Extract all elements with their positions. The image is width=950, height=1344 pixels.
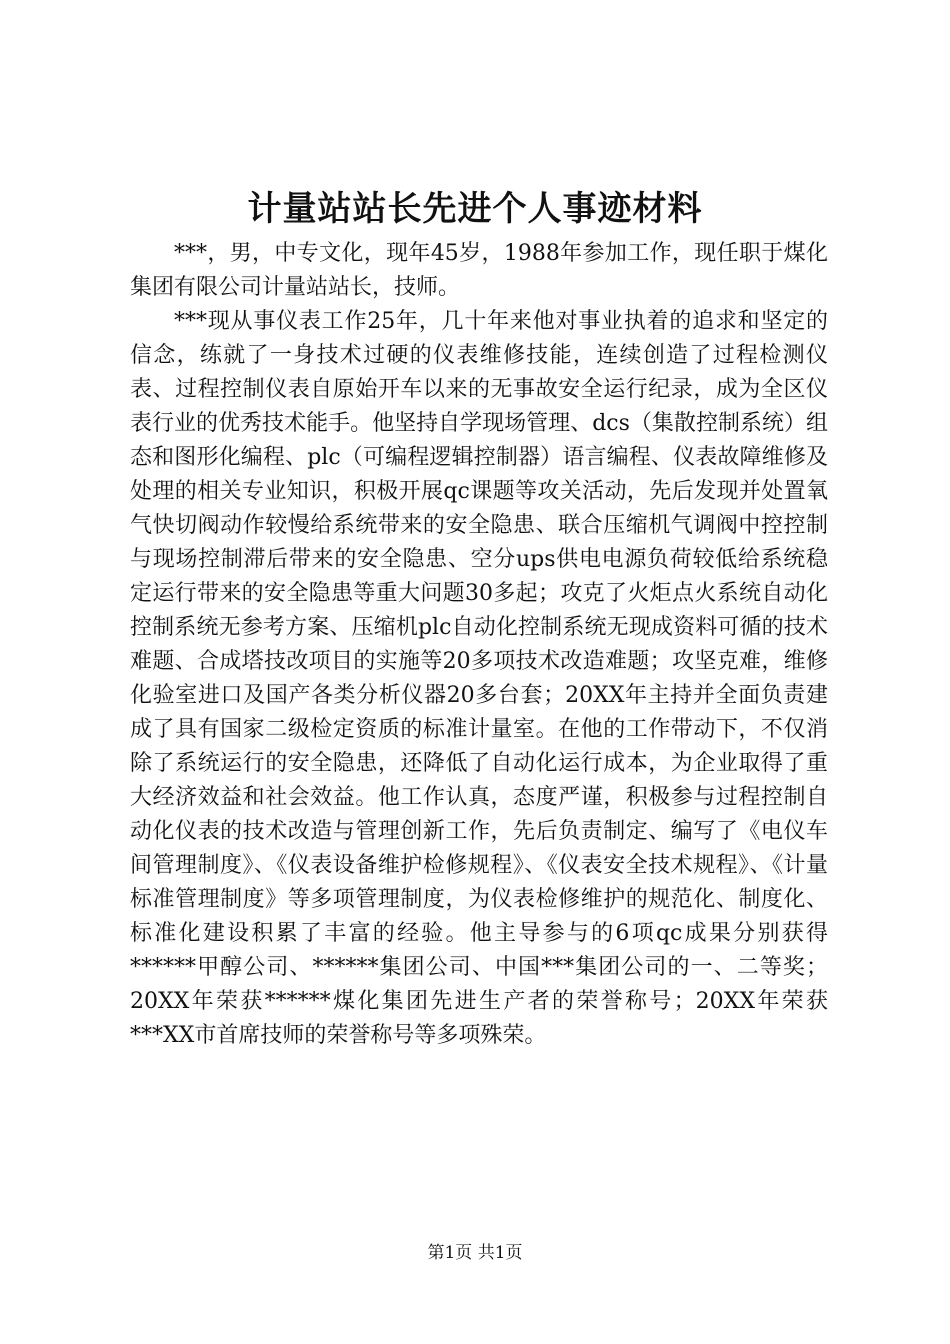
document-title: 计量站站长先进个人事迹材料: [247, 189, 703, 229]
document-body: [130, 237, 828, 1053]
paragraph-achievements: ***现从事仪表工作25年，几十年来他对事业执着的追求和坚定的信念，练就了一身技术过硬的仪表维修技能，连续创造了过程检测仪表、过程控制仪表自原始开车以来的无事故安全运行纪录，成为全区仪表行业的优秀技术能手。他坚持自学现场管理、dcs（集散控制系统）组态和图形化编程、plc（可编程逻辑控制器）语言编程、仪表故障维修及处理的相关专业知识，积极开展qc课题等攻关活动，先后发现并处置氧气快切阀动作较慢给系统带来的安全隐患、联合压缩机气调阀中控控制与现场控制滞后带来的安全隐患、空分ups供电电源负荷较低给系统稳定运行带来的安全隐患等重大问题30多起；攻克了火炬点火系统自动化控制系统无参考方案、压缩机plc自动化控制系统无现成资料可循的技术难题、合成塔技改项目的实施等20多项技术改造难题；攻坚克难，维修化验室进口及国产各类分析仪器20多台套；20XX年主持并全面负责建成了具有国家二级检定资质的标准计量室。在他的工作带动下，不仅消除了系统运行的安全隐患，还降低了自动化运行成本，为企业取得了重大经济效益和社会效益。他工作认真，态度严谨，积极参与过程控制自动化仪表的技术改造与管理创新工作，先后负责制定、编写了《电仪车间管理制度》、《仪表设备维护检修规程》、《仪表安全技术规程》、《计量标准管理制度》等多项管理制度，为仪表检修维护的规范化、制度化、标准化建设积累了丰富的经验。他主导参与的6项qc成果分别获得******甲醇公司、******集团公司、中国***集团公司的一、二等奖；20XX年荣获******煤化集团先进生产者的荣誉称号；20XX年荣获***XX市首席技师的荣誉称号等多项殊荣。: [130, 309, 828, 1048]
page-number-footer: 第1页 共1页: [427, 1243, 523, 1263]
paragraph-intro: ***，男，中专文化，现年45岁，1988年参加工作，现任职于煤化集团有限公司计量站站长，技师。: [130, 241, 828, 300]
